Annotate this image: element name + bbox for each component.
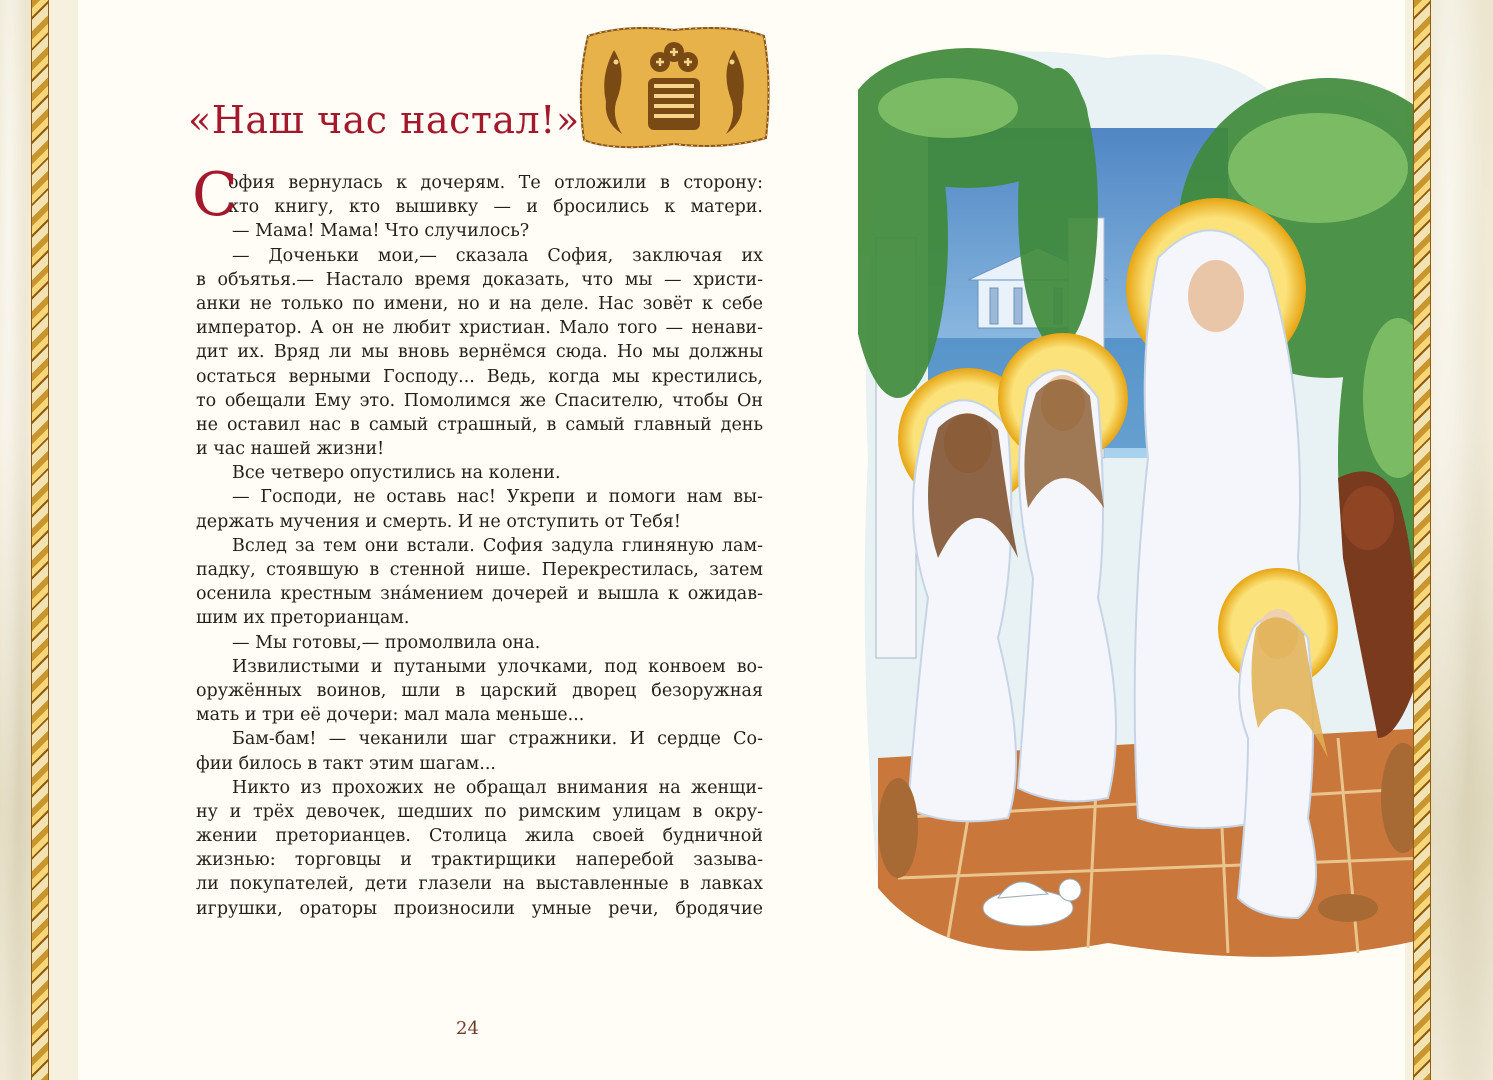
text-line: — Мама! Мама! Что случилось? [232,221,530,242]
left-decorative-border [0,0,78,1080]
braid-ornament [31,0,49,1080]
text-line: остаться верными Господу... Ведь, когда мы крестились, [196,366,763,387]
text-line: кто книгу, кто вышивку — и бросились к матери. [228,197,763,218]
loaves-and-fishes-emblem-icon [574,22,774,152]
chapter-title: «Наш час настал!» [188,98,580,142]
text-line: осенила крестным зна́мением дочерей и вышла к ожидав- [196,584,763,605]
text-line: игрушки, ораторы произносили умные речи, бродячие [196,898,763,919]
text-line: держать мучения и смерть. И не отступить от Тебя! [196,511,681,532]
text-line: император. А он не любит христиан. Мало того — ненави- [196,318,763,339]
saint-sophia-and-daughters-praying-illustration-icon [858,38,1450,973]
text-line: Вслед за тем они встали. София задула глиняную лам- [232,535,763,556]
book-spread [78,0,1405,1080]
text-line: Все четверо опустились на колени. [232,463,561,484]
marble-background [0,0,31,1080]
text-line: оружённых воинов, шли в царский дворец безоружная [196,680,763,701]
braid-ornament [1413,0,1431,1080]
right-decorative-border [1405,0,1493,1080]
text-line: то обещали Ему это. Помолимся же Спасителю, чтобы Он [196,390,763,411]
text-line: дит их. Вряд ли мы вновь вернёмся сюда. Но мы должны [196,342,763,363]
text-line: жении преторианцев. Столица жила своей будничной [196,826,763,847]
text-line: — Господи, не оставь нас! Укрепи и помоги нам вы- [232,487,763,508]
text-line: ли покупателей, дети глазели на выставленные в лавках [196,874,763,895]
text-line: — Доченьки мои,— сказала София, заключая их [232,245,763,266]
text-line: Никто из прохожих не обращал внимания на женщи- [232,777,763,798]
page-number: 24 [456,1018,479,1039]
text-line: мать и три её дочери: мал мала меньше... [196,705,585,726]
text-line: Бам-бам! — чеканили шаг стражники. И сердце Со- [232,729,763,750]
text-line: падку, стоявшую в стенной нише. Перекрестилась, затем [196,560,763,580]
text-line: Извилистыми и путаными улочками, под конвоем во- [232,656,763,677]
text-line: ну и трёх девочек, шедших по римским улицам в окру- [196,801,763,822]
text-line: фии билось в такт этим шагам... [196,753,496,774]
text-line: анки не только по имени, но и на деле. Нас зовёт к себе [196,293,763,314]
text-line: в объятья.— Настало время доказать, что мы — христи- [196,269,763,290]
marble-background [1431,0,1493,1080]
drop-cap: С [192,160,238,230]
text-line: С офия вернулась к дочерям. Те отложили в сторону: [192,160,763,230]
text-line: — Мы готовы,— промолвила она. [232,632,541,653]
chapter-body-text [192,160,763,921]
text-line: и час нашей жизни! [196,439,385,460]
text-line: шим их преторианцам. [196,608,410,629]
text-line: не оставил нас в самый страшный, в самый главный день [196,414,763,435]
text-line: жизнью: торговцы и трактирщики наперебой зазыва- [196,850,763,871]
